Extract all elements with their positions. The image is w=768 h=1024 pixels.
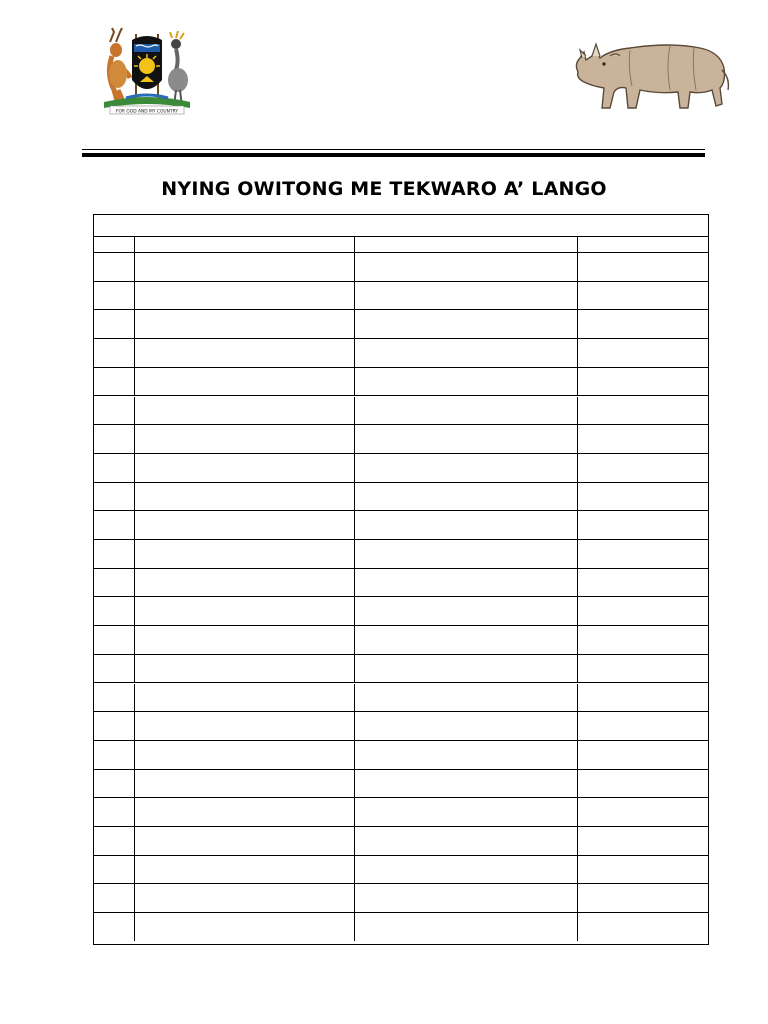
table-cell-divider <box>354 827 355 855</box>
table-cell-divider <box>354 237 355 252</box>
table-row <box>94 798 708 827</box>
table-cell-divider <box>134 884 135 912</box>
table-cell-divider <box>354 712 355 740</box>
table-cell-divider <box>134 569 135 597</box>
table-cell-divider <box>354 741 355 769</box>
table-cell-divider <box>134 540 135 568</box>
table-cell-divider <box>577 237 578 252</box>
table-cell-divider <box>354 253 355 281</box>
table-row <box>94 425 708 454</box>
table-cell-divider <box>577 684 578 712</box>
table-cell-divider <box>577 511 578 539</box>
table-cell-divider <box>577 483 578 511</box>
table-cell-divider <box>134 483 135 511</box>
table-cell-divider <box>354 425 355 453</box>
table-cell-divider <box>577 856 578 884</box>
table-cell-divider <box>354 454 355 482</box>
table-row <box>94 684 708 713</box>
table-cell-divider <box>354 511 355 539</box>
table-cell-divider <box>354 540 355 568</box>
table-cell-divider <box>354 483 355 511</box>
table-cell-divider <box>354 569 355 597</box>
table-row <box>94 597 708 626</box>
table-cell-divider <box>577 884 578 912</box>
table-cell-divider <box>577 569 578 597</box>
table-cell-divider <box>134 425 135 453</box>
table-cell-divider <box>577 597 578 625</box>
table-cell-divider <box>134 597 135 625</box>
table-cell-divider <box>577 913 578 941</box>
table-cell-divider <box>354 597 355 625</box>
table-cell-divider <box>134 827 135 855</box>
table-cell-divider <box>134 253 135 281</box>
table-cell-divider <box>354 884 355 912</box>
table-cell-divider <box>134 770 135 798</box>
table-cell-divider <box>134 741 135 769</box>
table-row <box>94 540 708 569</box>
table-cell-divider <box>577 310 578 338</box>
table-row <box>94 282 708 311</box>
table-cell-divider <box>354 626 355 654</box>
table-cell-divider <box>134 655 135 683</box>
table-cell-divider <box>134 282 135 310</box>
table-cell-divider <box>577 712 578 740</box>
table-row <box>94 712 708 741</box>
table-cell-divider <box>577 397 578 425</box>
table-cell-divider <box>134 368 135 396</box>
table-cell-divider <box>354 397 355 425</box>
table-cell-divider <box>577 827 578 855</box>
table-row <box>94 913 708 941</box>
table-row <box>94 655 708 684</box>
table-row <box>94 483 708 512</box>
table-caption-row <box>94 215 708 237</box>
table-cell-divider <box>577 540 578 568</box>
table-row <box>94 856 708 885</box>
table-row <box>94 454 708 483</box>
table-cell-divider <box>134 684 135 712</box>
table-cell-divider <box>134 712 135 740</box>
page-title: NYING OWITONG ME TEKWARO A’ LANGO <box>161 178 607 200</box>
table-cell-divider <box>577 425 578 453</box>
table-cell-divider <box>577 454 578 482</box>
table-cell-divider <box>354 655 355 683</box>
table-row <box>94 884 708 913</box>
table-cell-divider <box>577 770 578 798</box>
coat-of-arms-logo <box>96 24 198 116</box>
table-row <box>94 626 708 655</box>
header-divider-thick <box>82 153 705 157</box>
table-row <box>94 253 708 282</box>
table-cell-divider <box>134 397 135 425</box>
table-row <box>94 511 708 540</box>
table-cell-divider <box>354 684 355 712</box>
table-cell-divider <box>134 798 135 826</box>
table-row <box>94 770 708 799</box>
table-cell-divider <box>354 310 355 338</box>
table-cell-divider <box>354 368 355 396</box>
table-cell-divider <box>577 253 578 281</box>
table-row <box>94 339 708 368</box>
table-row <box>94 741 708 770</box>
header-divider-thin <box>82 149 705 150</box>
table-cell-divider <box>354 770 355 798</box>
table-cell-divider <box>134 237 135 252</box>
table-cell-divider <box>577 368 578 396</box>
table-cell-divider <box>354 913 355 941</box>
table-header-row <box>94 237 708 253</box>
table-cell-divider <box>134 454 135 482</box>
table-cell-divider <box>134 913 135 941</box>
table-cell-divider <box>134 856 135 884</box>
table-cell-divider <box>134 626 135 654</box>
rhino-logo <box>570 38 730 114</box>
table-row <box>94 827 708 856</box>
table-cell-divider <box>134 339 135 367</box>
table-cell-divider <box>134 310 135 338</box>
register-table <box>93 214 709 945</box>
table-row <box>94 569 708 598</box>
table-cell-divider <box>577 655 578 683</box>
table-cell-divider <box>354 282 355 310</box>
svg-text:FOR GOD AND MY COUNTRY: FOR GOD AND MY COUNTRY <box>115 109 179 115</box>
table-cell-divider <box>354 798 355 826</box>
table-cell-divider <box>577 282 578 310</box>
table-cell-divider <box>577 741 578 769</box>
table-cell-divider <box>577 798 578 826</box>
table-row <box>94 397 708 426</box>
table-cell-divider <box>577 339 578 367</box>
table-row <box>94 368 708 397</box>
table-cell-divider <box>354 339 355 367</box>
table-cell-divider <box>134 511 135 539</box>
table-row <box>94 310 708 339</box>
table-cell-divider <box>577 626 578 654</box>
table-cell-divider <box>354 856 355 884</box>
